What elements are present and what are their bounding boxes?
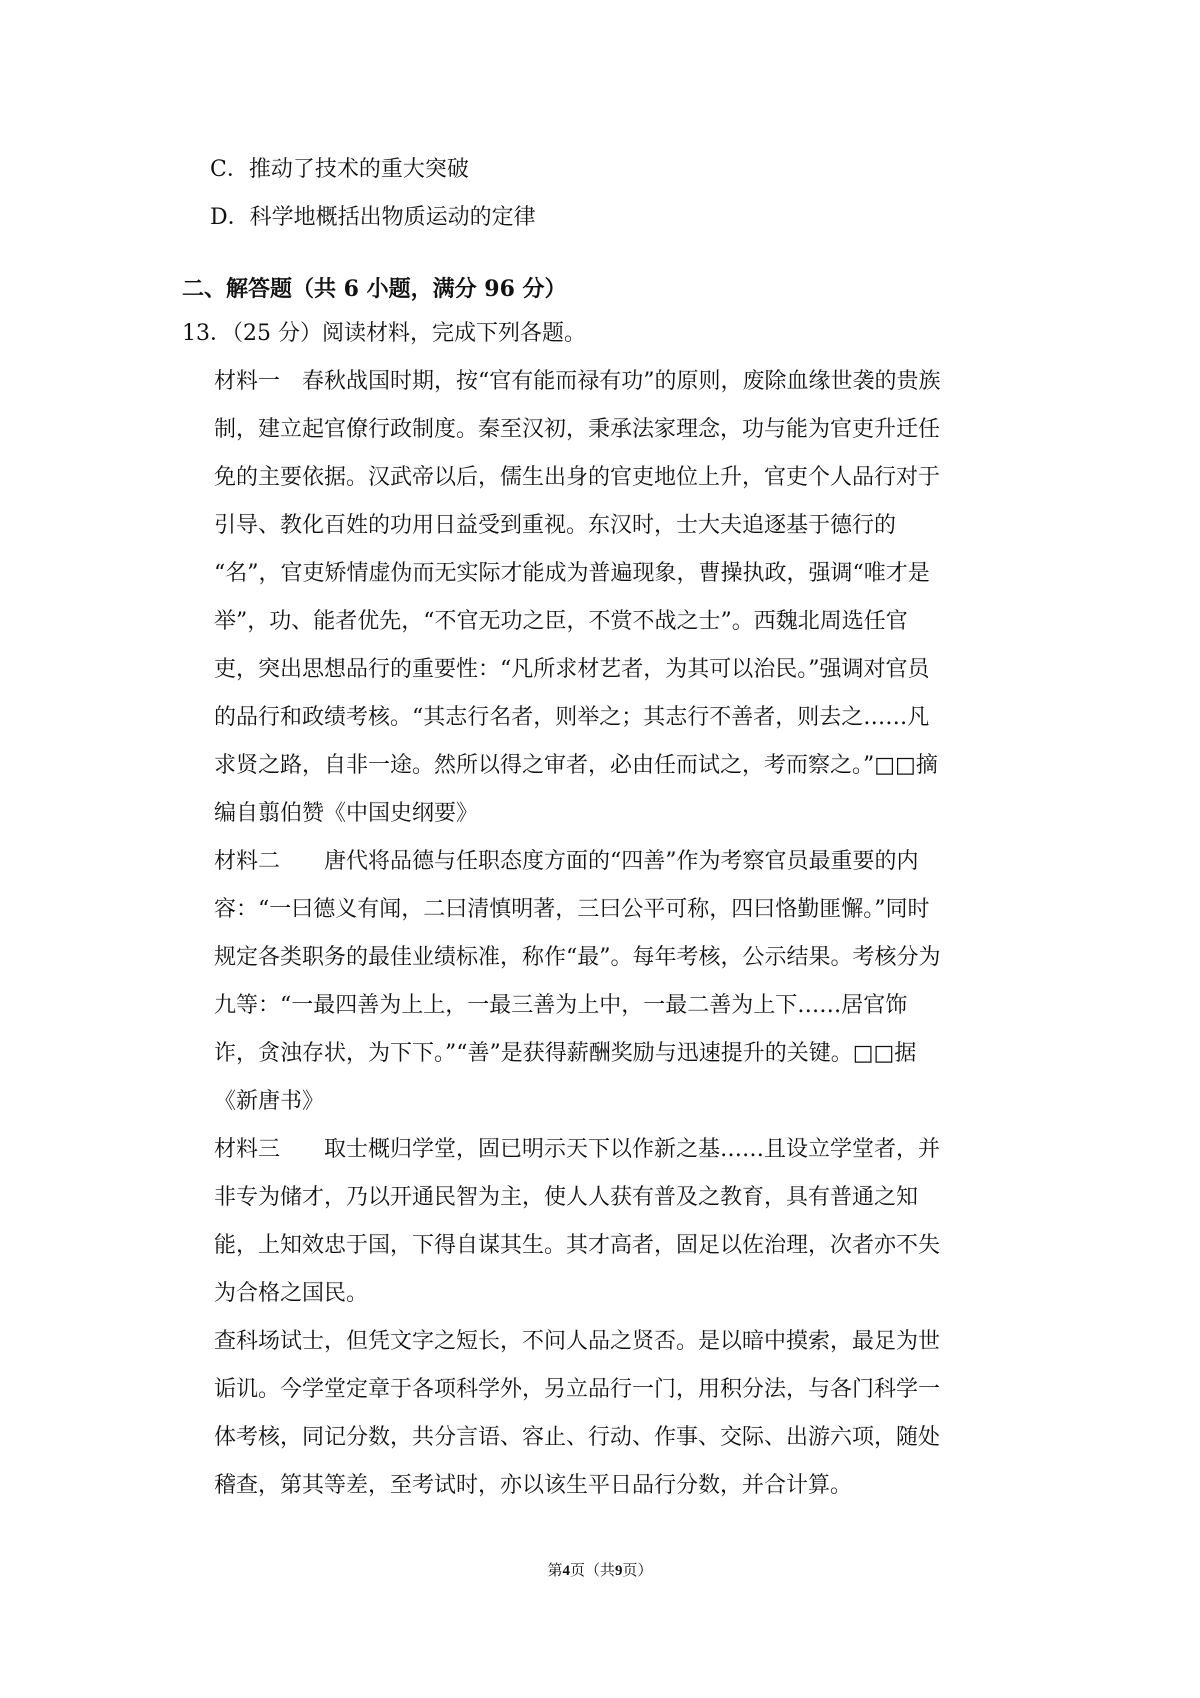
- material-line: 的品行和政绩考核。“其志行名者，则举之；其志行不善者，则去之……凡: [214, 705, 930, 730]
- material-line: 九等：“一最四善为上上，一最三善为上中，一最二善为上下……居官饰: [214, 993, 908, 1018]
- material-line: 体考核，同记分数，共分言语、容止、行动、作事、交际、出游六项，随处: [214, 1425, 941, 1450]
- material-line: 能，上知效忠于国，下得自谋其生。其才高者，固足以佐治理，次者亦不失: [214, 1233, 941, 1258]
- material-line: 稽查，第其等差，至考试时，亦以该生平日品行分数，并合计算。: [214, 1473, 853, 1498]
- footer-page-number: 4: [562, 1563, 570, 1579]
- material-line: 为合格之国民。: [214, 1281, 369, 1306]
- material-line: 规定各类职务的最佳业绩标准，称作“最”。每年考核，公示结果。考核分为: [214, 945, 941, 970]
- footer-total-pages: 9: [615, 1563, 623, 1579]
- material-line: 免的主要依据。汉武帝以后，儒生出身的官吏地位上升，官吏个人品行对于: [214, 465, 941, 490]
- section-title: 二、解答题（共 6 小题，满分 96 分）: [182, 276, 567, 302]
- material-line: 诈，贪浊存状，为下下。”“善”是获得薪酬奖励与迅速提升的关键。□□据: [214, 1041, 917, 1066]
- material-line: 材料三 取士概归学堂，固已明示天下以作新之基……且设立学堂者，并: [214, 1137, 941, 1162]
- material-line: 查科场试士，但凭文字之短长，不问人品之贤否。是以暗中摸索，最足为世: [214, 1329, 941, 1354]
- material-line: 吏，突出思想品行的重要性：“凡所求材艺者，为其可以治民。”强调对官员: [214, 657, 930, 682]
- footer-middle: 页（共: [569, 1561, 615, 1579]
- material-line: 制，建立起官僚行政制度。秦至汉初，秉承法家理念，功与能为官吏升迁任: [214, 417, 941, 442]
- material-line: 编自翦伯赞《中国史纲要》: [214, 801, 479, 826]
- question-number: 13．: [182, 321, 232, 346]
- material-line: 容：“一曰德义有闻，二曰清慎明著，三曰公平可称，四曰恪勤匪懈。”同时: [214, 897, 930, 922]
- question-instruction: （25 分）阅读材料，完成下列各题。: [232, 321, 586, 346]
- material-line: 材料二 唐代将品德与任职态度方面的“四善”作为考察官员最重要的内: [214, 849, 919, 874]
- material-line: 诟讥。今学堂定章于各项科学外，另立品行一门，用积分法，与各门科学一: [214, 1377, 941, 1402]
- option-c: C．推动了技术的重大突破: [210, 157, 469, 182]
- material-line: 引导、教化百姓的功用日益受到重视。东汉时，士大夫追逐基于德行的: [214, 513, 897, 538]
- option-d: D．科学地概括出物质运动的定律: [210, 205, 536, 230]
- material-line: 《新唐书》: [214, 1089, 325, 1114]
- material-line: 举”，功、能者优先，“不官无功之臣，不赏不战之士”。西魏北周选任官: [214, 609, 908, 634]
- page-footer: [0, 1560, 1200, 1581]
- footer-suffix: 页）: [622, 1561, 653, 1579]
- material-line: “名”，官吏矫情虚伪而无实际才能成为普遍现象，曹操执政，强调“唯才是: [214, 561, 930, 586]
- question-header: [182, 320, 586, 348]
- material-line: 非专为储才，乃以开通民智为主，使人人获有普及之教育，具有普通之知: [214, 1185, 919, 1210]
- material-line: 材料一 春秋战国时期，按“官有能而禄有功”的原则，废除血缘世袭的贵族: [214, 369, 941, 394]
- footer-prefix: 第: [547, 1561, 563, 1579]
- material-line: 求贤之路，自非一途。然所以得之审者，必由任而试之，考而察之。”□□摘: [214, 753, 938, 778]
